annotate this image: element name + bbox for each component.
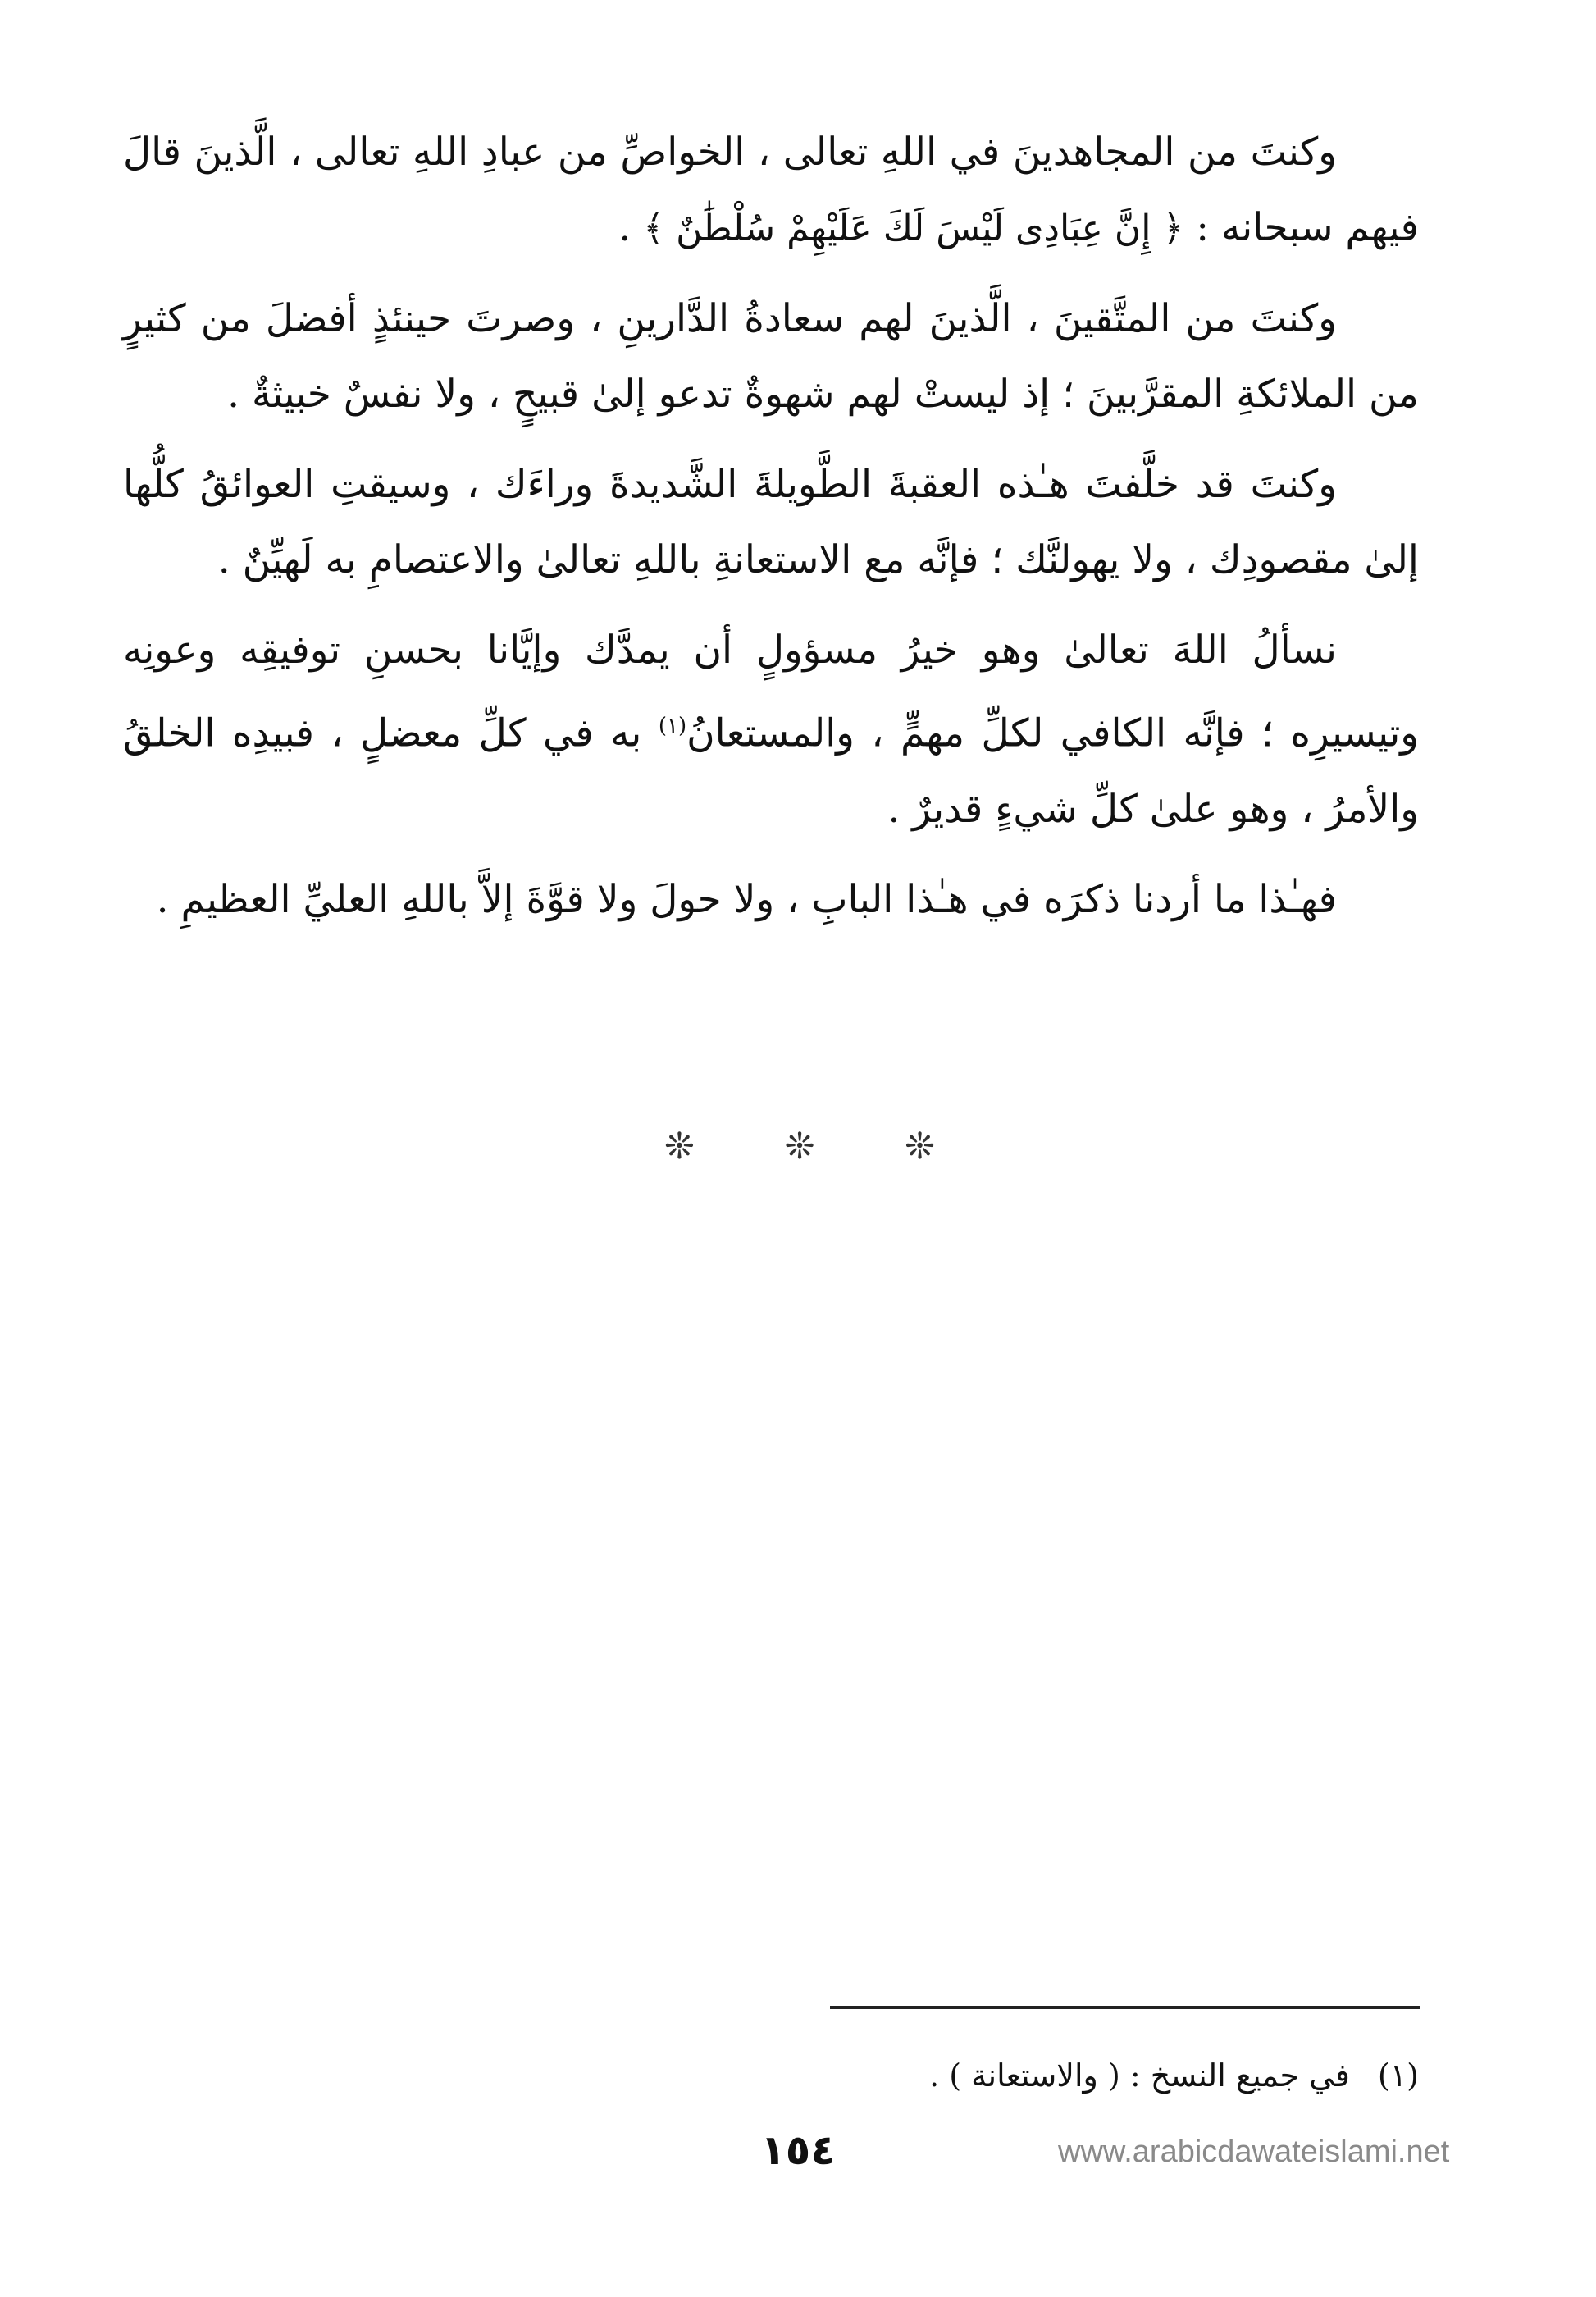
footnote-text: في جميع النسخ : ( والاستعانة ) . <box>929 2057 1350 2094</box>
asterism-icon: ❊ <box>784 1126 815 1167</box>
quran-quote: ﴿ إِنَّ عِبَادِى لَيْسَ لَكَ عَلَيْهِمْ سُلْطَٰنٌ ﴾ <box>643 208 1184 249</box>
paragraph: فهـٰذا ما أردنا ذكرَه في هـٰذا البابِ ، ولا حولَ ولا قوَّةَ إلاَّ باللهِ العليِّ العظيمِ . <box>156 876 1337 922</box>
footnote <box>820 2057 1419 2094</box>
paragraph-text: وكنتَ من المجاهدينَ في اللهِ تعالى ، الخواصِّ من عبادِ اللهِ تعالى ، الَّذينَ قالَ فيهم سبحانه : <box>123 130 1419 250</box>
paragraph: وكنتَ من المتَّقينَ ، الَّذينَ لهم سعادةُ الدَّارينِ ، وصرتَ حينئذٍ أفضلَ من كثيرٍ من الملائكةِ المقرَّبينَ ؛ إذ ليستْ لهم شهوةٌ تدعو إلىٰ قبيحٍ ، ولا نفسٌ خبيثةٌ . <box>123 296 1419 417</box>
footnote-ref: (١) <box>658 714 687 738</box>
watermark: www.arabicdawateislami.net <box>1058 2135 1450 2169</box>
paragraph: وكنتَ قد خلَّفتَ هـٰذه العقبةَ الطَّويلةَ الشَّديدةَ وراءَك ، وسيقتِ العوائقُ كلُّها إلىٰ مقصودِك ، ولا يهولنَّك ؛ فإنَّه مع الاستعانةِ باللهِ تعالىٰ والاعتصامِ به لَهيِّنٌ . <box>123 462 1419 582</box>
section-separator <box>664 1126 935 1167</box>
paragraph <box>123 613 1419 847</box>
asterism-icon: ❊ <box>905 1126 935 1167</box>
paragraph-text: به في كلِّ معضلٍ ، فبيدِه الخلقُ والأمرُ ، وهو علىٰ كلِّ شيءٍ قديرٌ . <box>123 710 1419 832</box>
footnote-number: (١) <box>1377 2057 1419 2094</box>
asterism-icon: ❊ <box>664 1126 695 1167</box>
paragraph-text: نسألُ اللهَ تعالىٰ وهو خيرُ مسؤولٍ أن يمدَّك وإيَّانا بحسنِ توفيقِه وعونِه وتيسيرِه ؛ فإنَّه الكافي لكلِّ مهمٍّ ، والمستعانُ <box>123 628 1419 756</box>
paragraph <box>123 115 1419 267</box>
paragraph-end: . <box>618 205 644 250</box>
footnote-divider <box>830 2006 1420 2009</box>
main-text <box>123 115 1419 952</box>
page-number: ١٥٤ <box>760 2126 836 2174</box>
